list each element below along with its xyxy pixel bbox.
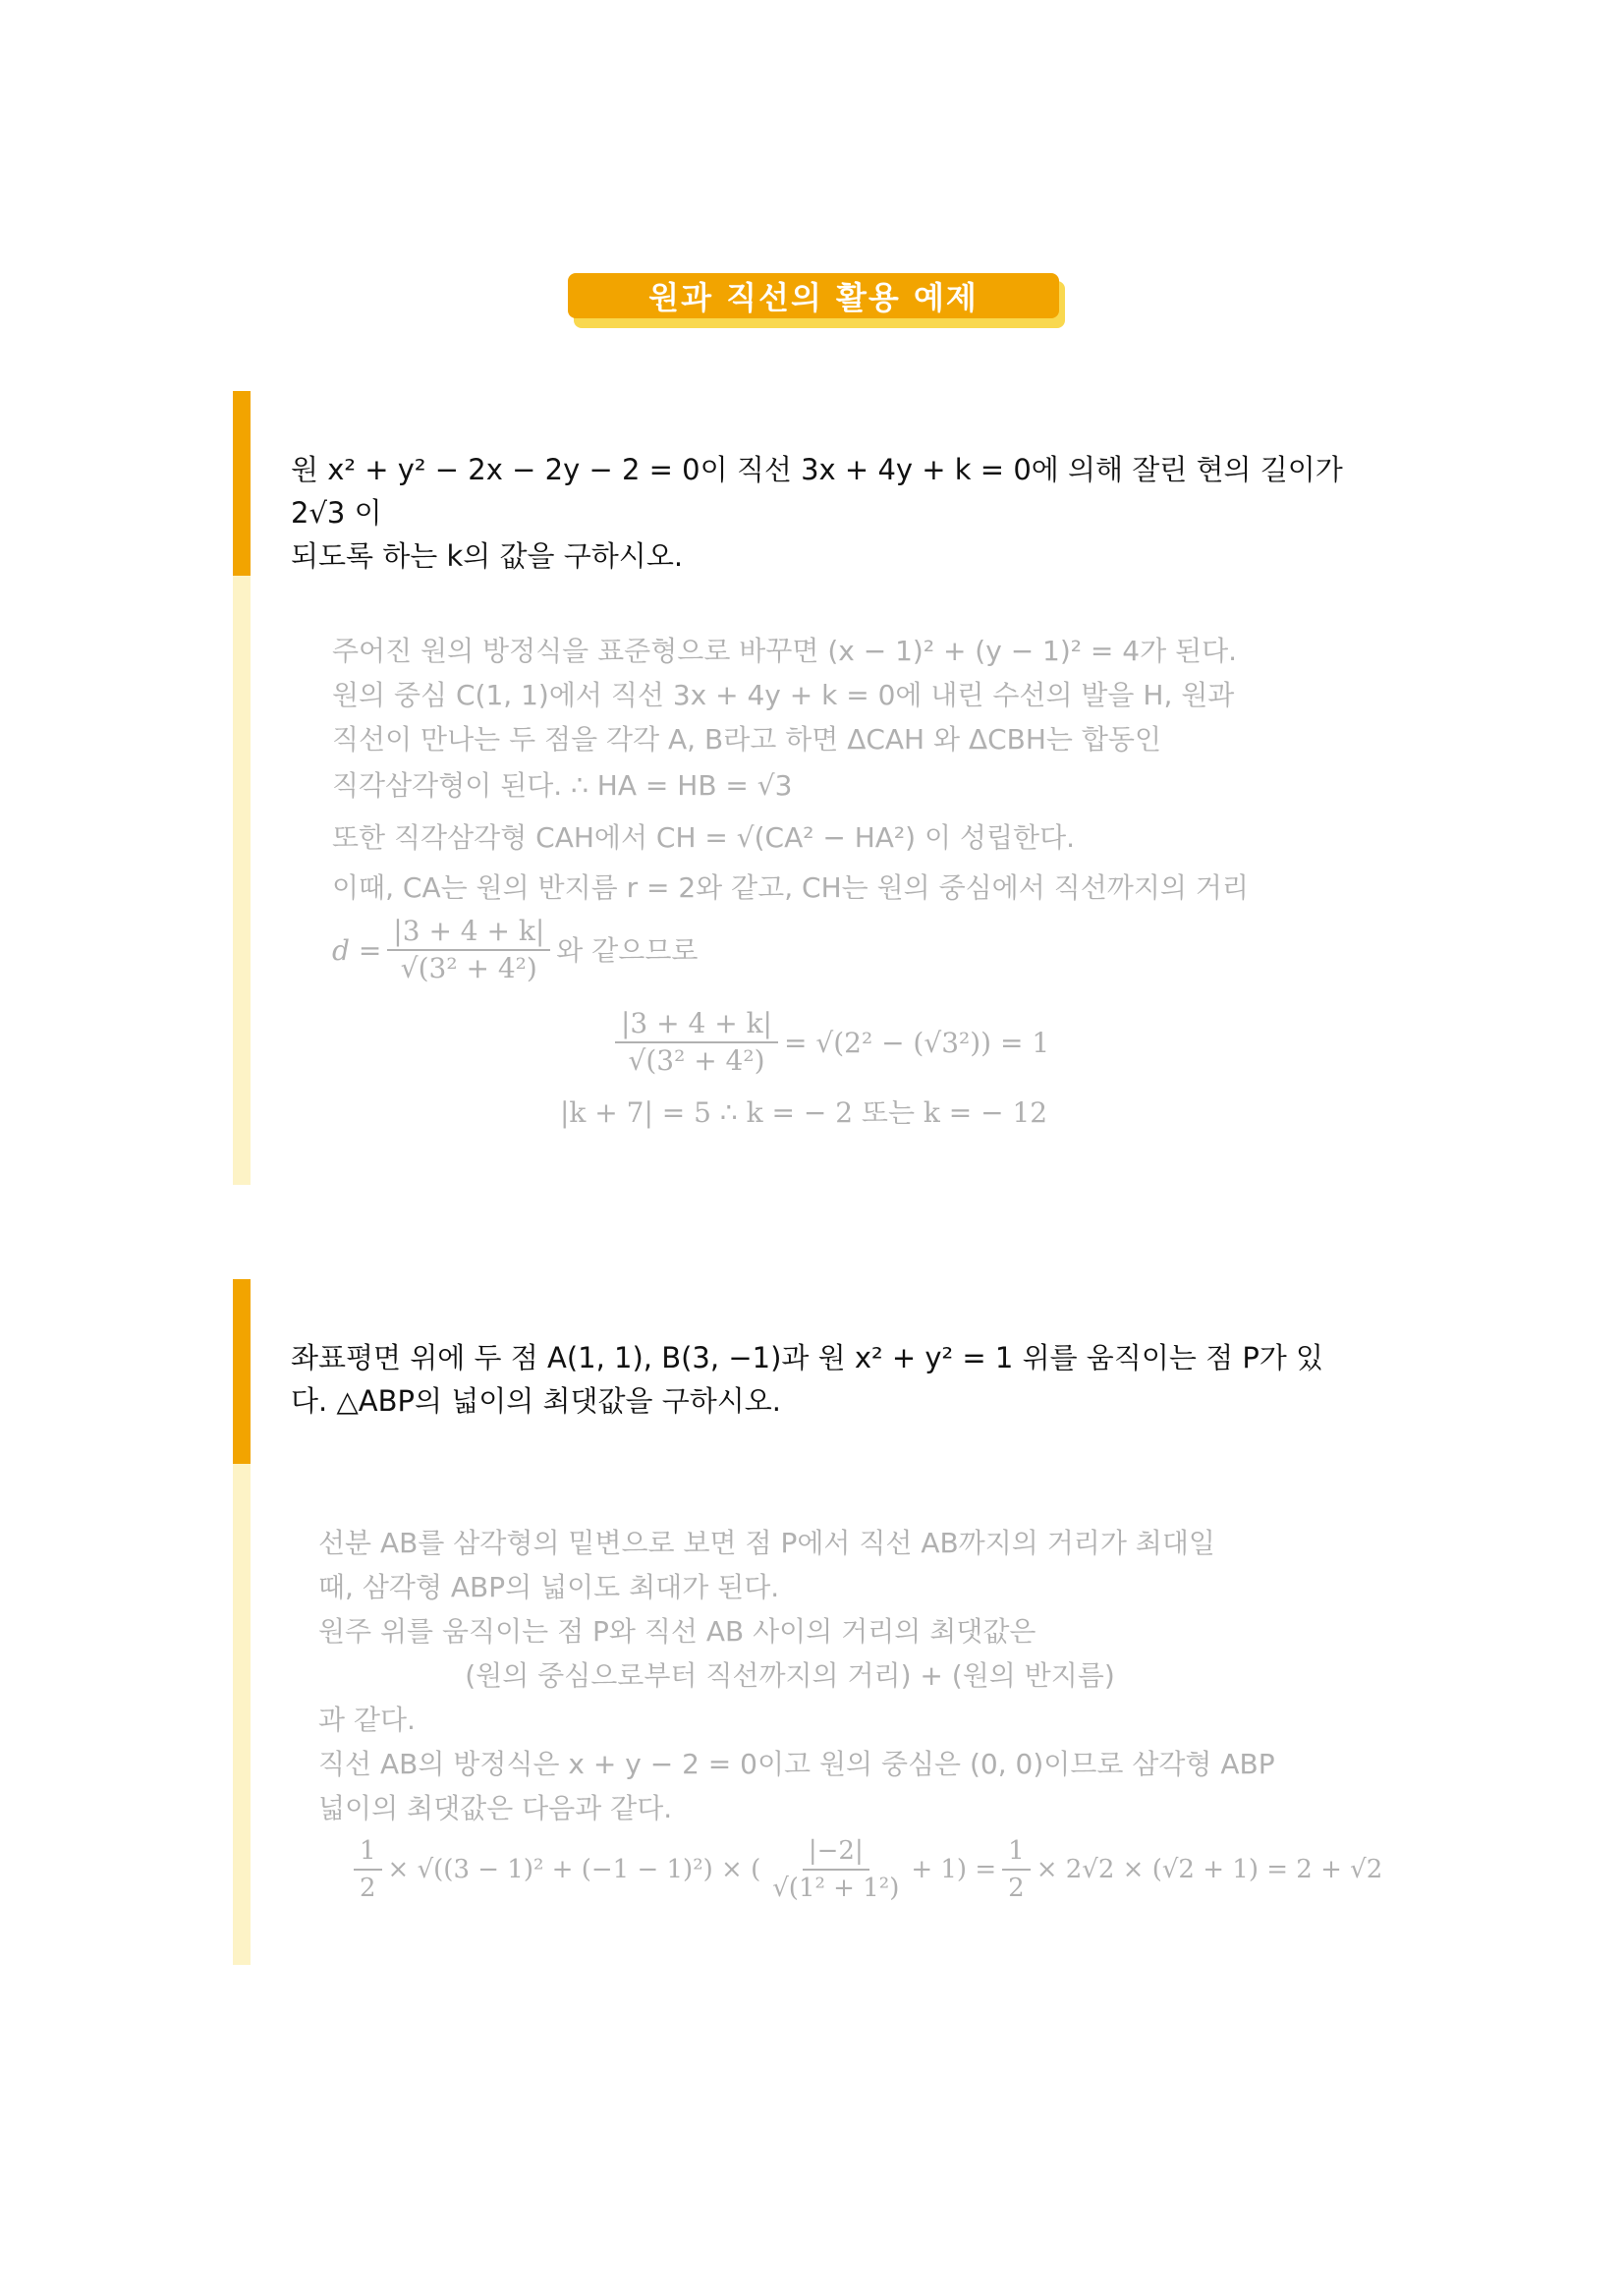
problem1-equation xyxy=(609,1006,1100,1079)
fraction-denominator: √(3² + 4²) xyxy=(628,1044,765,1077)
fraction-denominator: √(3² + 4²) xyxy=(400,952,537,984)
fraction-numerator: |3 + 4 + k| xyxy=(615,1006,778,1043)
equation-rhs: = √(2² − (√3²)) = 1 xyxy=(784,1026,1050,1059)
distance-formula xyxy=(332,914,1315,986)
fraction-denominator: √(1² + 1²) xyxy=(772,1874,900,1903)
question-accent-bar xyxy=(233,391,251,576)
solution-line: 직선이 만나는 두 점을 각각 A, B라고 하면 ΔCAH 와 ΔCBH는 합동인 xyxy=(332,723,1162,756)
d-suffix: 와 같으므로 xyxy=(556,933,699,967)
solution-accent-bar xyxy=(233,576,251,1185)
problem1-solution xyxy=(332,629,1315,986)
question-line: 좌표평면 위에 두 점 A(1, 1), B(3, −1)과 원 x² + y² = 1 위를 움직이는 점 P가 있 xyxy=(291,1341,1324,1374)
solution-line: 직선 AB의 방정식은 x + y − 2 = 0이고 원의 중심은 (0, 0)이므로 삼각형 ABP xyxy=(318,1748,1275,1780)
fraction-denominator: 2 xyxy=(360,1874,376,1903)
fraction xyxy=(766,1833,905,1906)
problem2-solution xyxy=(318,1521,1320,1830)
problem1-final-answer: |k + 7| = 5 ∴ k = − 2 또는 k = − 12 xyxy=(560,1096,1048,1129)
fraction-numerator: |−2| xyxy=(803,1833,869,1871)
solution-line: 주어진 원의 방정식을 표준형으로 바꾸면 (x − 1)² + (y − 1)² = 4가 된다. xyxy=(332,635,1238,667)
solution-line: 원주 위를 움직이는 점 P와 직선 AB 사이의 거리의 최댓값은 xyxy=(318,1615,1036,1648)
problem2-question xyxy=(291,1336,1352,1423)
fraction-numerator: |3 + 4 + k| xyxy=(387,914,550,951)
page-title: 원과 직선의 활용 예제 xyxy=(568,273,1059,318)
fraction xyxy=(615,1006,778,1079)
question-accent-bar xyxy=(233,1279,251,1464)
solution-line: 원의 중심 C(1, 1)에서 직선 3x + 4y + k = 0에 내린 수선의 발을 H, 원과 xyxy=(332,679,1235,711)
solution-line: 직각삼각형이 된다. ∴ HA = HB = √3 xyxy=(332,769,793,802)
solution-line: 이때, CA는 원의 반지름 r = 2와 같고, CH는 원의 중심에서 직선까지의 거리 xyxy=(332,871,1249,904)
fraction xyxy=(1002,1833,1031,1906)
problem1-question xyxy=(291,448,1352,578)
d-prefix: d = xyxy=(332,933,382,967)
question-line: 원 x² + y² − 2x − 2y − 2 = 0이 직선 3x + 4y + k = 0에 의해 잘린 현의 길이가 2√3 이 xyxy=(291,453,1343,530)
fraction-numerator: 1 xyxy=(1002,1833,1031,1871)
solution-center-line: (원의 중심으로부터 직선까지의 거리) + (원의 반지름) xyxy=(465,1659,1115,1692)
solution-accent-bar xyxy=(233,1464,251,1965)
solution-line: 과 같다. xyxy=(318,1704,416,1736)
solution-line: 넓이의 최댓값은 다음과 같다. xyxy=(318,1792,673,1824)
solution-line: 또한 직각삼각형 CAH에서 CH = √(CA² − HA²) 이 성립한다. xyxy=(332,821,1076,854)
calc-result: × 2√2 × (√2 + 1) = 2 + √2 xyxy=(1036,1854,1383,1884)
fraction-numerator: 1 xyxy=(354,1833,382,1871)
problem2-calculation xyxy=(354,1833,1383,1906)
question-line: 다. △ABP의 넓이의 최댓값을 구하시오. xyxy=(291,1384,782,1418)
question-line: 되도록 하는 k의 값을 구하시오. xyxy=(291,539,684,573)
fraction-denominator: 2 xyxy=(1008,1874,1025,1903)
calc-tail: + 1) = xyxy=(911,1854,997,1884)
calc-middle: × √((3 − 1)² + (−1 − 1)²) × ( xyxy=(387,1854,761,1884)
solution-line: 때, 삼각형 ABP의 넓이도 최대가 된다. xyxy=(318,1571,780,1603)
solution-line: 선분 AB를 삼각형의 밑변으로 보면 점 P에서 직선 AB까지의 거리가 최대일 xyxy=(318,1527,1215,1559)
fraction xyxy=(354,1833,382,1906)
fraction xyxy=(387,914,550,986)
